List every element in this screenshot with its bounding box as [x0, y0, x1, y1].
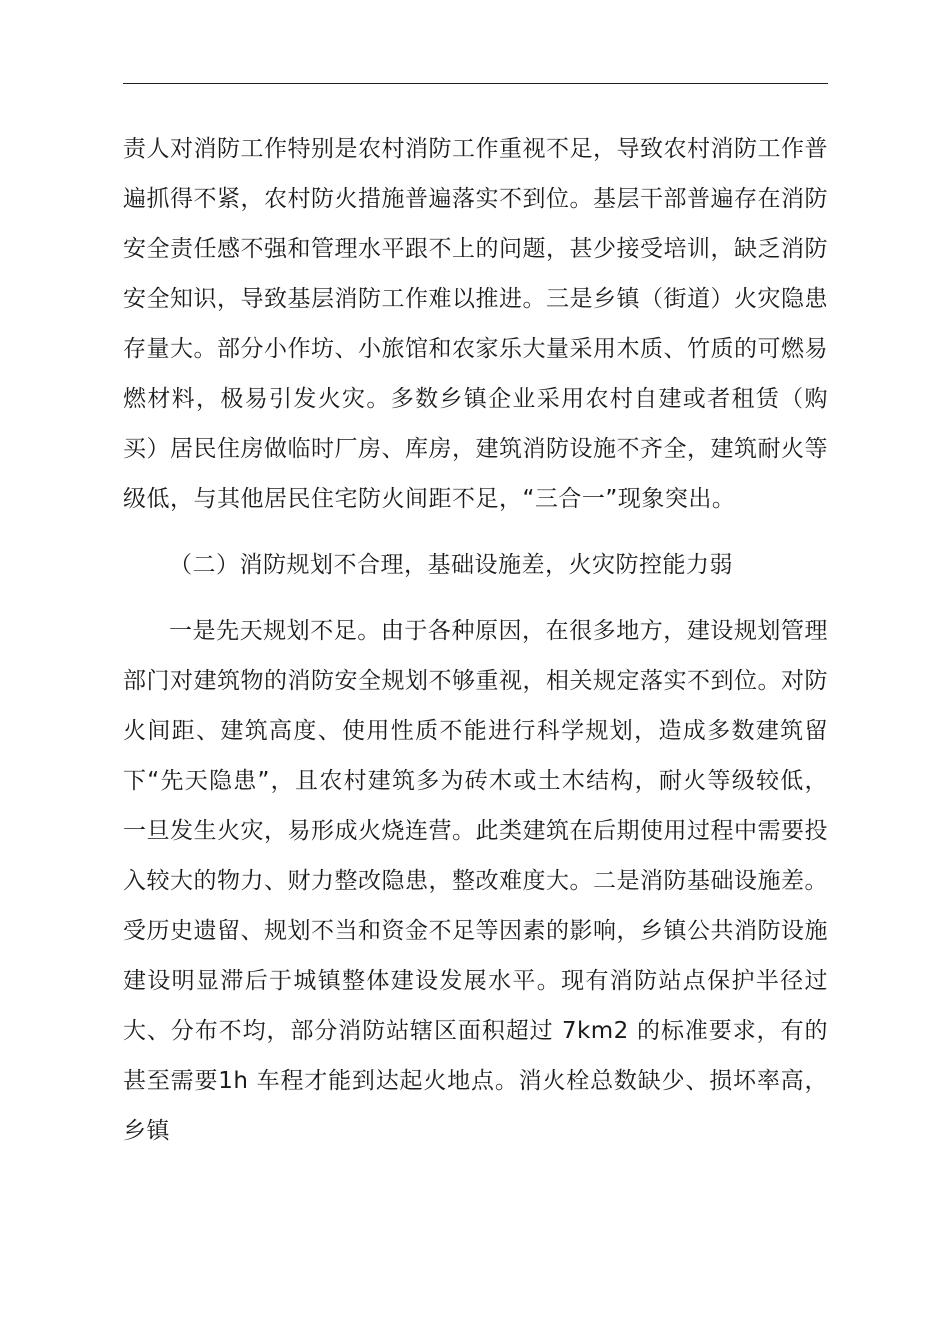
header-rule — [123, 83, 828, 84]
document-body — [123, 124, 828, 1156]
section-heading: （二）消防规划不合理，基础设施差，火灾防控能力弱 — [169, 552, 733, 578]
paragraph-continuation: 责人对消防工作特别是农村消防工作重视不足，导致农村消防工作普遍抓得不紧，农村防火措施普遍落实不到位。基层干部普遍存在消防安全责任感不强和管理水平跟不上的问题，甚少接受培训，缺乏消防安全知识，导致基层消防工作难以推进。三是乡镇（街道）火灾隐患存量大。部分小作坊、小旅馆和农家乐大量采用木质、竹质的可燃易燃材料，极易引发火灾。多数乡镇企业采用农村自建或者租赁（购买）居民住房做临时厂房、库房，建筑消防设施不齐全，建筑耐火等级低，与其他居民住宅防火间距不足，“三合一”现象突出。 — [123, 136, 828, 512]
paragraph-body: 一是先天规划不足。由于各种原因，在很多地方，建设规划管理部门对建筑物的消防安全规划不够重视，相关规定落实不到位。对防火间距、建筑高度、使用性质不能进行科学规划，造成多数建筑留下“先天隐患”，且农村建筑多为砖木或土木结构，耐火等级较低，一旦发生火灾，易形成火烧连营。此类建筑在后期使用过程中需要投入较大的物力、财力整改隐患，整改难度大。二是消防基础设施差。受历史遗留、规划不当和资金不足等因素的影响，乡镇公共消防设施建设明显滞后于城镇整体建设发展水平。现有消防站点保护半径过大、分布不均，部分消防站辖区面积超过 7km2 的标准要求，有的甚至需要1h 车程才能到达起火地点。消火栓总数缺少、损坏率高，乡镇 — [123, 618, 828, 1144]
